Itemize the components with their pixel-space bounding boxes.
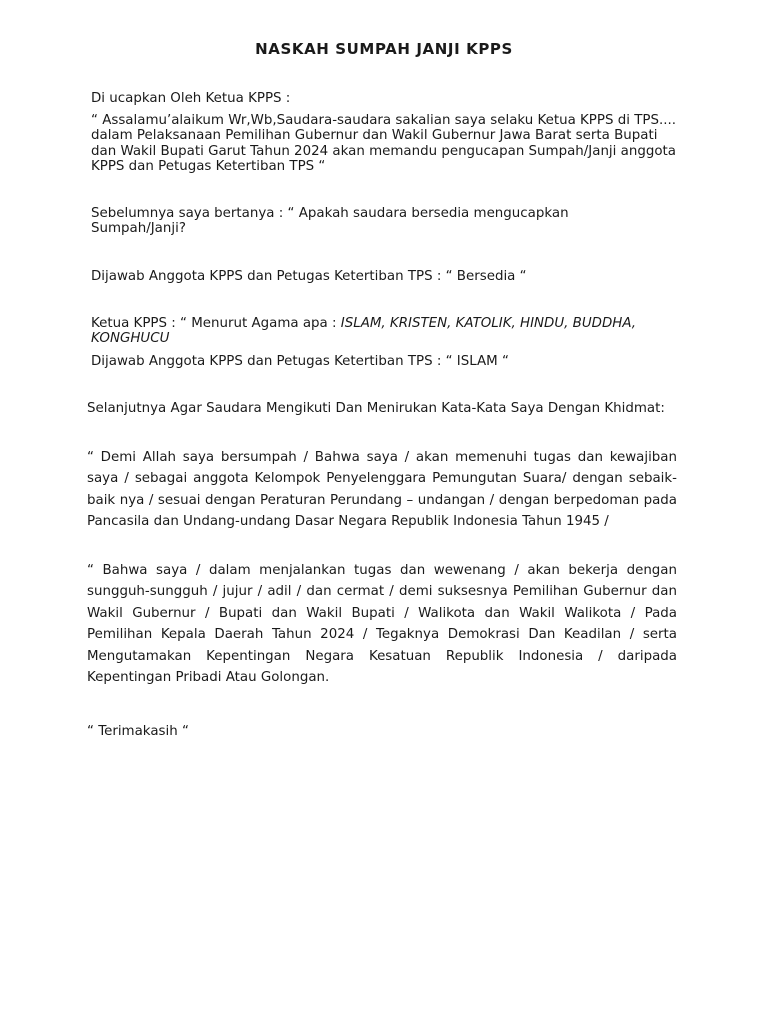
religion-question [91,316,651,347]
question-paragraph: Sebelumnya saya bertanya : “ Apakah saudara bersedia mengucapkan Sumpah/Janji? [91,206,569,237]
oath-paragraph-2: “ Bahwa saya / dalam menjalankan tugas dan wewenang / akan bekerja dengan sungguh-sungguh / jujur / adil / dan cermat / demi suksesnya Pemilihan Gubernur dan Wakil Gubernur / Bupati dan Wakil Bupati / Walikota dan Wakil Walikota / Pada Pemilihan Kepala Daerah Tahun 2024 / Tegaknya Demokrasi Dan Keadilan / serta Mengutamakan Kepentingan Negara Kesatuan Republik Indonesia / daripada Kepentingan Pribadi Atau Golongan. [87,563,677,686]
spoken-by-line: Di ucapkan Oleh Ketua KPPS : [91,91,291,106]
answer-religion-line: Dijawab Anggota KPPS dan Petugas Ketertiban TPS : “ ISLAM “ [91,354,509,369]
instruction-paragraph: Selanjutnya Agar Saudara Mengikuti Dan Menirukan Kata-Kata Saya Dengan Khidmat: [87,401,665,416]
opening-greeting: “ Assalamu’alaikum Wr,Wb,Saudara-saudara sakalian saya selaku Ketua KPPS di TPS.... dalam Pelaksanaan Pemilihan Gubernur dan Wakil Gubernur Jawa Barat serta Bupati dan Wakil Bupati Garut Tahun 2024 akan memandu pengucapan Sumpah/Janji anggota KPPS dan Petugas Ketertiban TPS “ [91,113,676,174]
religion-options: ISLAM, KRISTEN, KATOLIK, HINDU, BUDDHA, KONGHUCU [91,316,637,347]
oath-paragraph-1: “ Demi Allah saya bersumpah / Bahwa saya / akan memenuhi tugas dan kewajiban saya / sebagai anggota Kelompok Penyelenggara Pemungutan Suara/ dengan sebaik-baik nya / sesuai dengan Peraturan Perundang – undangan / dengan berpedoman pada Pancasila dan Undang-undang Dasar Negara Republik Indonesia Tahun 1945 / [87,450,677,530]
answer-ready-line: Dijawab Anggota KPPS dan Petugas Ketertiban TPS : “ Bersedia “ [91,269,527,284]
closing-line: “ Terimakasih “ [87,724,189,739]
page-title: NASKAH SUMPAH JANJI KPPS [255,40,513,58]
religion-question-prefix: Ketua KPPS : “ Menurut Agama apa : [91,316,341,331]
